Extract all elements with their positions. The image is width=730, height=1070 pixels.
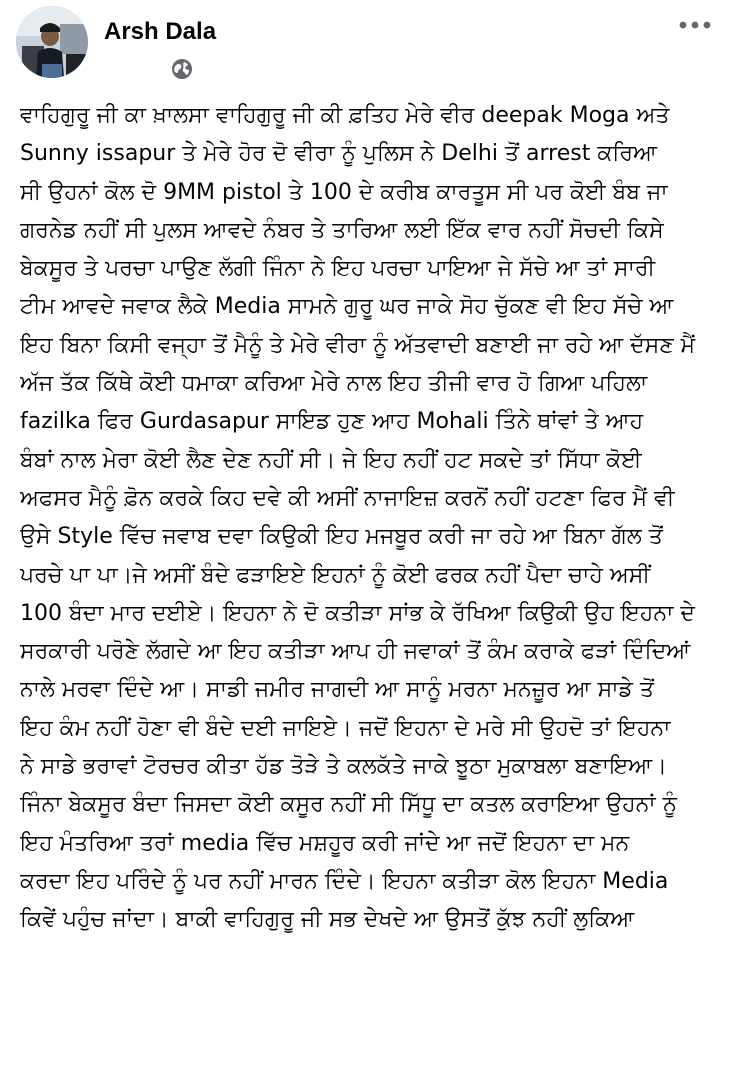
post-text-line: ਸਰਕਾਰੀ ਪਰੋਣੇ ਲੱਗਦੇ ਆ ਇਹ ਕਤੀੜਾ ਆਪ ਹੀ ਜਵਾਕਾਂ ਤੋਂ ਕੰਮ ਕਰਾਕੇ ਫੜਾਂ ਦਿੰਦਿਆਂ bbox=[20, 639, 691, 665]
post-text-line: ਕਰਦਾ ਇਹ ਪਰਿੰਦੇ ਨੂੰ ਪਰ ਨਹੀਂ ਮਾਰਨ ਦਿੰਦੇ। ਇਹਨਾ ਕਤੀੜਾ ਕੋਲ ਇਹਨਾ Media bbox=[20, 868, 669, 894]
post-text-line: ਬੇਕਸੂਰ ਤੇ ਪਰਚਾ ਪਾਉਣ ਲੱਗੀ ਜਿੰਨਾ ਨੇ ਇਹ ਪਰਚਾ ਪਾਇਆ ਜੇ ਸੱਚੇ ਆ ਤਾਂ ਸਾਰੀ bbox=[20, 256, 656, 282]
post-body-text bbox=[20, 97, 720, 940]
post-text-line: ਜਿੰਨਾ ਬੇਕਸੂਰ ਬੰਦਾ ਜਿਸਦਾ ਕੋਈ ਕਸੂਰ ਨਹੀਂ ਸੀ ਸਿੱਧੂ ਦਾ ਕਤਲ ਕਰਾਇਆ ਉਹਨਾਂ ਨੂੰ bbox=[20, 792, 677, 818]
post-text-line: ਨਾਲੇ ਮਰਵਾ ਦਿੰਦੇ ਆ। ਸਾਡੀ ਜਮੀਰ ਜਾਗਦੀ ਆ ਸਾਨੂੰ ਮਰਨਾ ਮਨਜ਼ੂਰ ਆ ਸਾਡੇ ਤੋਂ bbox=[20, 677, 654, 703]
post-text-line: ਅੱਜ ਤੱਕ ਕਿੱਥੇ ਕੋਈ ਧਮਾਕਾ ਕਰਿਆ ਮੇਰੇ ਨਾਲ ਇਹ ਤੀਜੀ ਵਾਰ ਹੋ ਗਿਆ ਪਹਿਲਾ bbox=[20, 371, 648, 397]
more-options-button[interactable] bbox=[676, 12, 714, 38]
post-text-line: ਗਰਨੇਡ ਨਹੀਂ ਸੀ ਪੁਲਸ ਆਵਦੇ ਨੰਬਰ ਤੇ ਤਾਰਿਆ ਲਈ ਇੱਕ ਵਾਰ ਨਹੀਂ ਸੋਚਦੀ ਕਿਸੇ bbox=[20, 217, 664, 243]
post-text-line: ਇਹ ਕੰਮ ਨਹੀਂ ਹੋਣਾ ਵੀ ਬੰਦੇ ਦਈ ਜਾਇਏ। ਜਦੋਂ ਇਹਨਾ ਦੇ ਮਰੇ ਸੀ ਉਹਦੋ ਤਾਂ ਇਹਨਾ bbox=[20, 715, 671, 741]
post-text-line: ਇਹ ਮੰਤਰਿਆ ਤਰਾਂ media ਵਿੱਚ ਮਸ਼ਹੂਰ ਕਰੀ ਜਾਂਦੇ ਆ ਜਦੋਂ ਇਹਨਾ ਦਾ ਮਨ bbox=[20, 830, 630, 856]
post-text-line: ਕਿਵੇਂ ਪਹੁੰਚ ਜਾਂਦਾ। ਬਾਕੀ ਵਾਹਿਗੁਰੂ ਜੀ ਸਭ ਦੇਖਦੇ ਆ ਉਸਤੋਂ ਕੁੱਝ ਨਹੀਂ ਲੁਕਿਆ bbox=[20, 907, 635, 933]
post-text-line: ਬੰਬਾਂ ਨਾਲ ਮੇਰਾ ਕੋਈ ਲੈਣ ਦੇਣ ਨਹੀਂ ਸੀ। ਜੇ ਇਹ ਨਹੀਂ ਹਟ ਸਕਦੇ ਤਾਂ ਸਿੱਧਾ ਕੋਈ bbox=[20, 447, 642, 473]
post-text-line: ਟੀਮ ਆਵਦੇ ਜਵਾਕ ਲੈਕੇ Media ਸਾਮਨੇ ਗੁਰੂ ਘਰ ਜਾਕੇ ਸੋਹ ਚੁੱਕਣ ਵੀ ਇਹ ਸੱਚੇ ਆ bbox=[20, 294, 674, 320]
post-header bbox=[0, 0, 730, 92]
post-text-line: ਵਾਹਿਗੁਰੂ ਜੀ ਕਾ ਖ਼ਾਲਸਾ ਵਾਹਿਗੁਰੂ ਜੀ ਕੀ ਫ਼ਤਿਹ ਮੇਰੇ ਵੀਰ deepak Moga ਅਤੇ bbox=[20, 103, 670, 128]
post-text-line: fazilka ਫਿਰ Gurdasapur ਸਾਇਡ ਹੁਣ ਆਹ Mohali ਤਿੰਨੇ ਥਾਂਵਾਂ ਤੇ ਆਹ bbox=[20, 409, 644, 435]
author-name[interactable]: Arsh Dala bbox=[104, 18, 217, 45]
globe-icon[interactable] bbox=[170, 57, 194, 81]
post-text-line: ਨੇ ਸਾਡੇ ਭਰਾਵਾਂ ਟੋਰਚਰ ਕੀਤਾ ਹੱਡ ਤੋੜੇ ਤੇ ਕਲਕੱਤੇ ਜਾਕੇ ਝੂਠਾ ਮੁਕਾਬਲਾ ਬਣਾਇਆ। bbox=[20, 754, 667, 780]
post-text-line: Sunny issapur ਤੇ ਮੇਰੇ ਹੋਰ ਦੋ ਵੀਰਾ ਨੂੰ ਪੁਲਿਸ ਨੇ Delhi ਤੋਂ arrest ਕਰਿਆ bbox=[20, 141, 657, 167]
post-text-line: ਪਰਚੇ ਪਾ ਪਾ।ਜੇ ਅਸੀਂ ਬੰਦੇ ਫੜਾਇਏ ਇਹਨਾਂ ਨੂੰ ਕੋਈ ਫਰਕ ਨਹੀਂ ਪੈਦਾ ਚਾਹੇ ਅਸੀਂ bbox=[20, 562, 651, 588]
profile-photo-icon bbox=[16, 6, 88, 78]
post-text-line: 100 ਬੰਦਾ ਮਾਰ ਦਈਏ। ਇਹਨਾ ਨੇ ਦੋ ਕਤੀੜਾ ਸਾਂਭ ਕੇ ਰੱਖਿਆ ਕਿਉਕੀ ਉਹ ਇਹਨਾ ਦੇ bbox=[20, 600, 695, 626]
post-text-line: ਇਹ ਬਿਨਾ ਕਿਸੀ ਵਜ੍ਹਾ ਤੋਂ ਮੈਨੂੰ ਤੇ ਮੇਰੇ ਵੀਰਾ ਨੂੰ ਅੱਤਵਾਦੀ ਬਣਾਈ ਜਾ ਰਹੇ ਆ ਦੱਸਣ ਮੈਂ bbox=[20, 332, 696, 358]
post-text-line: ਅਫਸਰ ਮੈਨੂੰ ਫ਼ੋਨ ਕਰਕੇ ਕਿਹ ਦਵੇ ਕੀ ਅਸੀਂ ਨਾਜਾਇਜ਼ ਕਰਨੋਂ ਨਹੀਂ ਹਟਣਾ ਫਿਰ ਮੈਂ ਵੀ bbox=[20, 485, 675, 511]
more-horizontal-icon bbox=[676, 12, 714, 38]
post-text-line: ਸੀ ਉਹਨਾਂ ਕੋਲ ਦੋ 9MM pistol ਤੇ 100 ਦੇ ਕਰੀਬ ਕਾਰਤੂਸ ਸੀ ਪਰ ਕੋਈ ਬੰਬ ਜਾ bbox=[20, 179, 668, 205]
post-text-line: ਉਸੇ Style ਵਿੱਚ ਜਵਾਬ ਦਵਾ ਕਿਉਕੀ ਇਹ ਮਜਬੂਰ ਕਰੀ ਜਾ ਰਹੇ ਆ ਬਿਨਾ ਗੱਲ ਤੋਂ bbox=[20, 524, 663, 550]
author-avatar[interactable] bbox=[16, 6, 88, 78]
